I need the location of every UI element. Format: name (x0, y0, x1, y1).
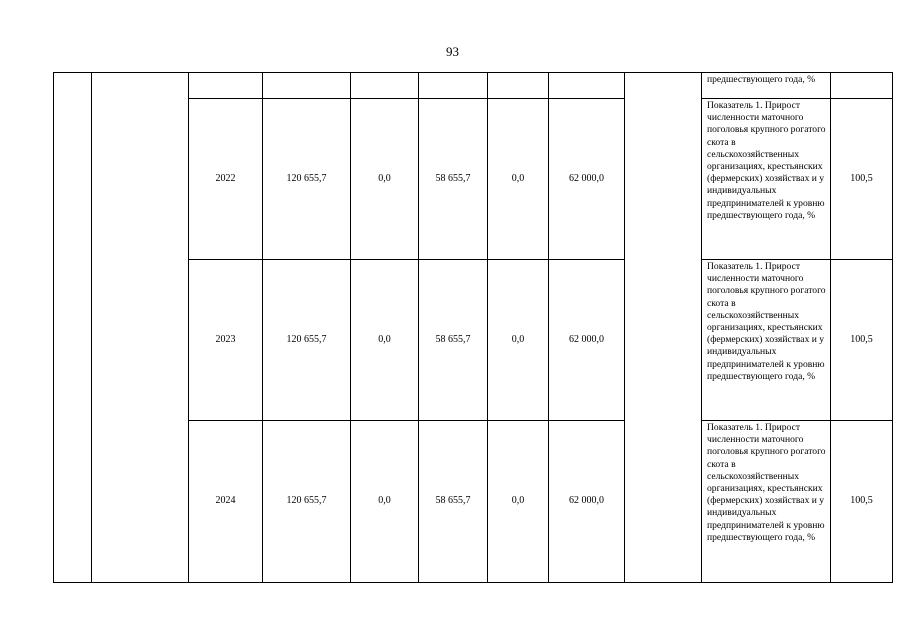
cell-municipal-budget: 0,0 (488, 421, 549, 583)
cell-year: 2024 (189, 421, 263, 583)
cell-other-sources: 62 000,0 (549, 260, 625, 421)
cell-fed-empty (351, 73, 419, 99)
cell-federal-budget: 0,0 (351, 99, 419, 260)
cell-value-empty (831, 73, 893, 99)
cell-other-sources: 62 000,0 (549, 421, 625, 583)
cell-total-empty (263, 73, 351, 99)
cell-mun-empty (488, 73, 549, 99)
cell-indicator-value: 100,5 (831, 421, 893, 583)
cell-municipal-budget: 0,0 (488, 260, 549, 421)
cell-year: 2023 (189, 260, 263, 421)
cell-other-sources: 62 000,0 (549, 99, 625, 260)
cell-indicator-value: 100,5 (831, 99, 893, 260)
cell-indicator-continued: предшествующего года, % (702, 73, 831, 99)
cell-indicator: Показатель 1. Прирост численности маточного поголовья крупного рогатого скота в сельскохозяйственных организациях, крестьянских (фермерских) хозяйствах и у индивидуальных предпринимателей к уровню предшествующего года, % (702, 421, 831, 583)
cell-federal-budget: 0,0 (351, 421, 419, 583)
cell-number-column (54, 73, 92, 583)
cell-regional-budget: 58 655,7 (419, 421, 488, 583)
cell-indicator-value: 100,5 (831, 260, 893, 421)
cell-total: 120 655,7 (263, 260, 351, 421)
page-number: 93 (446, 44, 459, 59)
cell-executor-column (625, 73, 702, 583)
table-row-continued (54, 73, 893, 99)
cell-indicator: Показатель 1. Прирост численности маточного поголовья крупного рогатого скота в сельскохозяйственных организациях, крестьянских (фермерских) хозяйствах и у индивидуальных предпринимателей к уровню предшествующего года, % (702, 99, 831, 260)
cell-regional-budget: 58 655,7 (419, 99, 488, 260)
program-funding-table (53, 72, 893, 583)
cell-regional-budget: 58 655,7 (419, 260, 488, 421)
cell-name-column (92, 73, 189, 583)
cell-federal-budget: 0,0 (351, 260, 419, 421)
cell-year-empty (189, 73, 263, 99)
cell-reg-empty (419, 73, 488, 99)
cell-indicator: Показатель 1. Прирост численности маточного поголовья крупного рогатого скота в сельскохозяйственных организациях, крестьянских (фермерских) хозяйствах и у индивидуальных предпринимателей к уровню предшествующего года, % (702, 260, 831, 421)
cell-year: 2022 (189, 99, 263, 260)
cell-total: 120 655,7 (263, 99, 351, 260)
cell-total: 120 655,7 (263, 421, 351, 583)
cell-municipal-budget: 0,0 (488, 99, 549, 260)
cell-other-empty (549, 73, 625, 99)
